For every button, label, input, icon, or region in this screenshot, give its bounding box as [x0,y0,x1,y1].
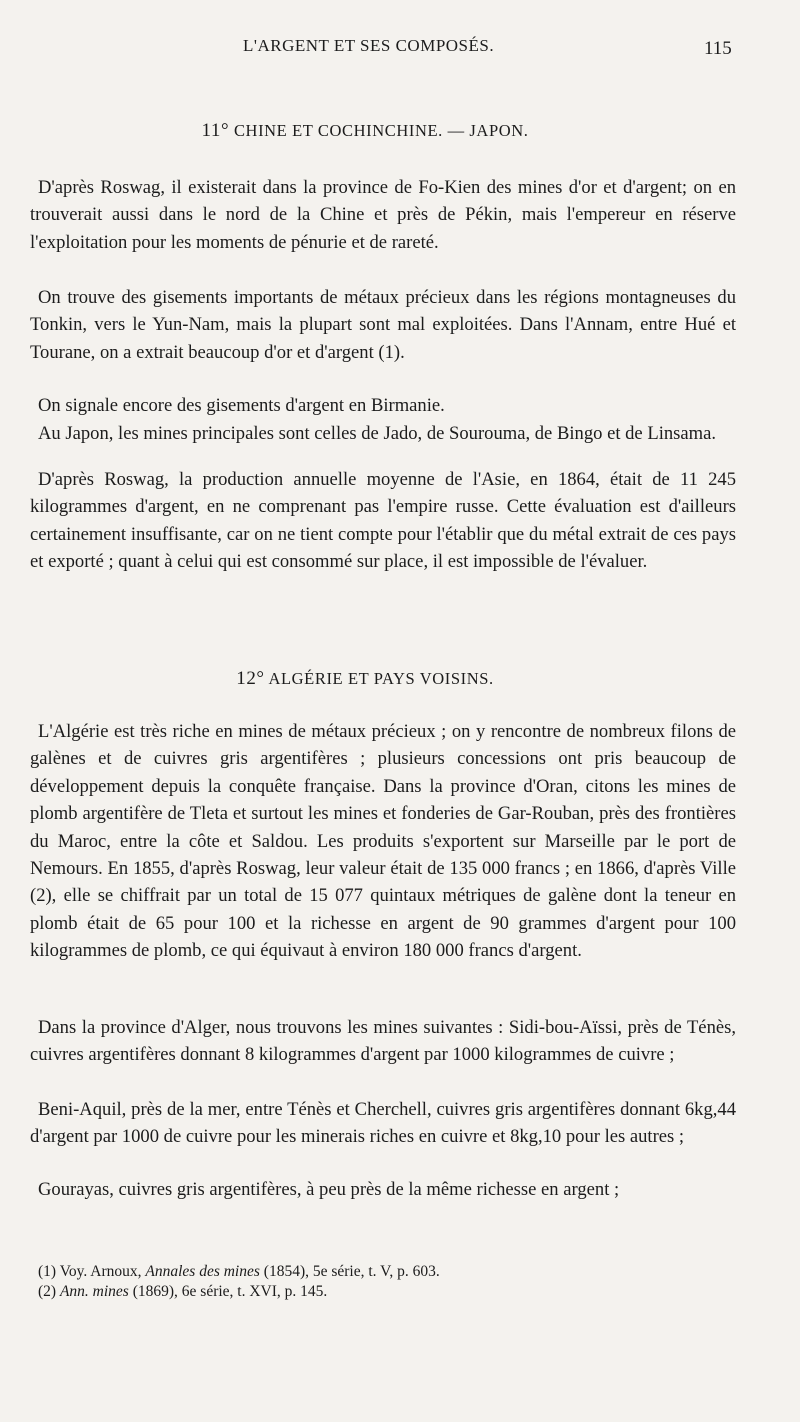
paragraph: Beni-Aquil, près de la mer, entre Ténès et Cherchell, cuivres gris argentifères donnant 6kg,44 d'argent par 1000 de cuivre pour les minerais riches en cuivre et 8kg,10 pour les autres ; [30,1099,736,1148]
section-number: 11° [201,120,230,141]
footnote-mark: (1) [38,1263,57,1280]
footnote-text: Voy. Arnoux, [59,1263,142,1280]
running-head-title: L'ARGENT ET SES COMPOSÉS. [243,36,495,55]
footnote-mark: (2) [38,1283,57,1300]
footnote [38,1262,738,1282]
paragraph: D'après Roswag, il existerait dans la province de Fo-Kien des mines d'or et d'argent; on en trouverait aussi dans le nord de la Chine et près de Pékin, mais l'empereur en réserve l'exploitation pour les moments de pénurie et de rareté. [30,177,736,253]
footnote [38,1282,738,1302]
footnote-source: Ann. mines [59,1283,129,1300]
footnote-source: Annales des mines [145,1263,260,1280]
section-title: CHINE ET COCHINCHINE. — JAPON. [233,121,529,140]
paragraph: On signale encore des gisements d'argent en Birmanie. [38,395,445,416]
paragraph: Gourayas, cuivres gris argentifères, à peu près de la même richesse en argent ; [38,1179,620,1200]
paragraph: D'après Roswag, la production annuelle moyenne de l'Asie, en 1864, était de 11 245 kilogrammes d'argent, en ne comprenant pas l'empire russe. Cette évaluation est d'ailleurs certainement insuffisante, car on ne tient compte pour l'établir que du métal extrait de ces pays et exporté ; quant à celui qui est consommé sur place, il est impossible de l'évaluer. [30,469,736,573]
section-heading [0,668,730,690]
section-heading [0,120,730,142]
paragraph: On trouve des gisements importants de métaux précieux dans les régions montagneuses du Tonkin, vers le Yun-Nam, mais la plupart sont mal exploitées. Dans l'Annam, entre Hué et Tourane, on a extrait beaucoup d'or et d'argent (1). [30,287,736,363]
page-number: 115 [704,38,732,59]
section-number: 12° [236,668,265,689]
footnote-text: (1869), 6e série, t. XVI, p. 145. [132,1283,328,1300]
paragraph: Au Japon, les mines principales sont celles de Jado, de Sourouma, de Bingo et de Linsama. [38,423,717,444]
paragraph: Dans la province d'Alger, nous trouvons les mines suivantes : Sidi-bou-Aïssi, près de Ténès, cuivres argentifères donnant 8 kilogrammes d'argent par 1000 kilogrammes de cuivre ; [30,1017,736,1066]
section-title: ALGÉRIE ET PAYS VOISINS. [268,669,494,688]
paragraph: L'Algérie est très riche en mines de métaux précieux ; on y rencontre de nombreux filons de galènes et de cuivres gris argentifères ; plusieurs concessions ont pris beaucoup de développement depuis la conquête française. Dans la province d'Oran, citons les mines de plomb argentifère de Tleta et surtout les mines et fonderies de Gar-Rouban, près des frontières du Maroc, entre la côte et Saldou. Les produits s'exportent sur Marseille par le port de Nemours. En 1855, d'après Roswag, leur valeur était de 135 000 francs ; en 1866, d'après Ville (2), elle se chiffrait par un total de 15 077 quintaux métriques de galène dont la teneur en plomb était de 65 pour 100 et la richesse en argent de 90 grammes d'argent pour 100 kilogrammes de plomb, ce qui équivaut à environ 180 000 francs d'argent. [30,721,736,962]
footnote-text: (1854), 5e série, t. V, p. 603. [263,1263,440,1280]
running-head [0,36,800,60]
footnotes [38,1262,738,1302]
